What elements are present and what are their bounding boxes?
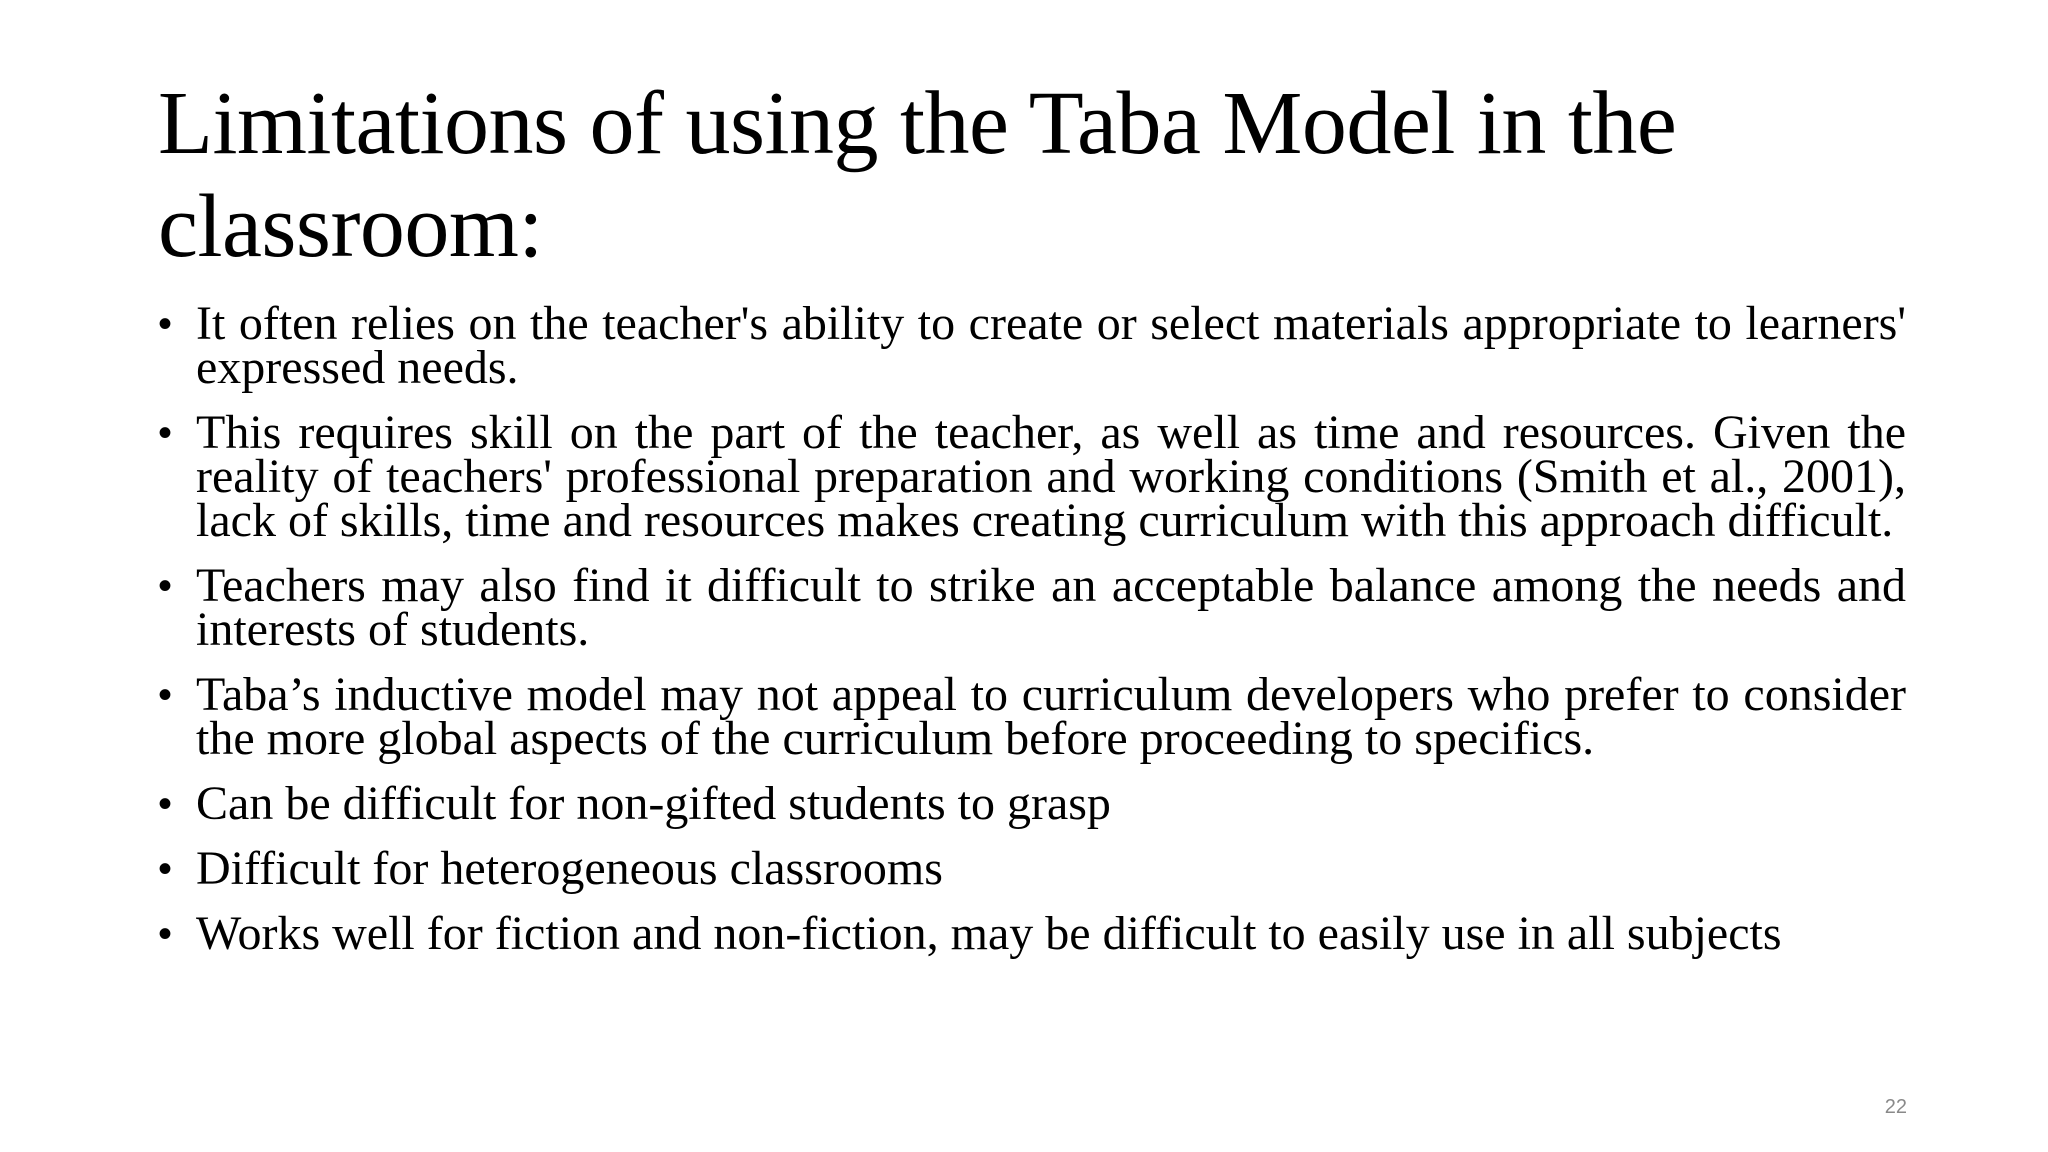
bullet-item (158, 907, 1906, 960)
bullet-text: This requires skill on the part of the teacher, as well as time and resources. Given the reality of teachers' professional preparation and working conditions (Smith et al., 2001), lack of skills, time and resources makes creating curriculum with this approach difficult. (196, 406, 1906, 547)
bullet-text: Teachers may also find it difficult to strike an acceptable balance among the needs and interests of students. (196, 559, 1906, 656)
bullet-item (158, 842, 1906, 895)
slide-title: Limitations of using the Taba Model in the classroom: (158, 74, 1677, 276)
bullet-item (158, 559, 1906, 656)
bullet-text: Taba’s inductive model may not appeal to curriculum developers who prefer to consider the more global aspects of the curriculum before proceeding to specifics. (196, 668, 1906, 765)
bullet-text: Difficult for heterogeneous classrooms (196, 842, 943, 895)
bullet-text: It often relies on the teacher's ability to create or select materials appropriate to learners' expressed needs. (196, 297, 1906, 394)
bullet-item (158, 406, 1906, 547)
bullet-text: Can be difficult for non-gifted students to grasp (196, 777, 1111, 830)
bullet-point-icon: • (158, 411, 173, 455)
bullet-point-icon: • (158, 564, 173, 608)
bullet-list (158, 297, 1906, 977)
bullet-item (158, 297, 1906, 394)
bullet-item (158, 668, 1906, 765)
bullet-point-icon: • (158, 302, 173, 346)
bullet-point-icon: • (158, 847, 173, 891)
bullet-text: Works well for fiction and non-fiction, may be difficult to easily use in all subjects (196, 907, 1782, 960)
bullet-item (158, 777, 1906, 830)
bullet-point-icon: • (158, 912, 173, 956)
bullet-point-icon: • (158, 673, 173, 717)
page-number: 22 (1884, 1096, 1907, 1118)
bullet-point-icon: • (158, 782, 173, 826)
